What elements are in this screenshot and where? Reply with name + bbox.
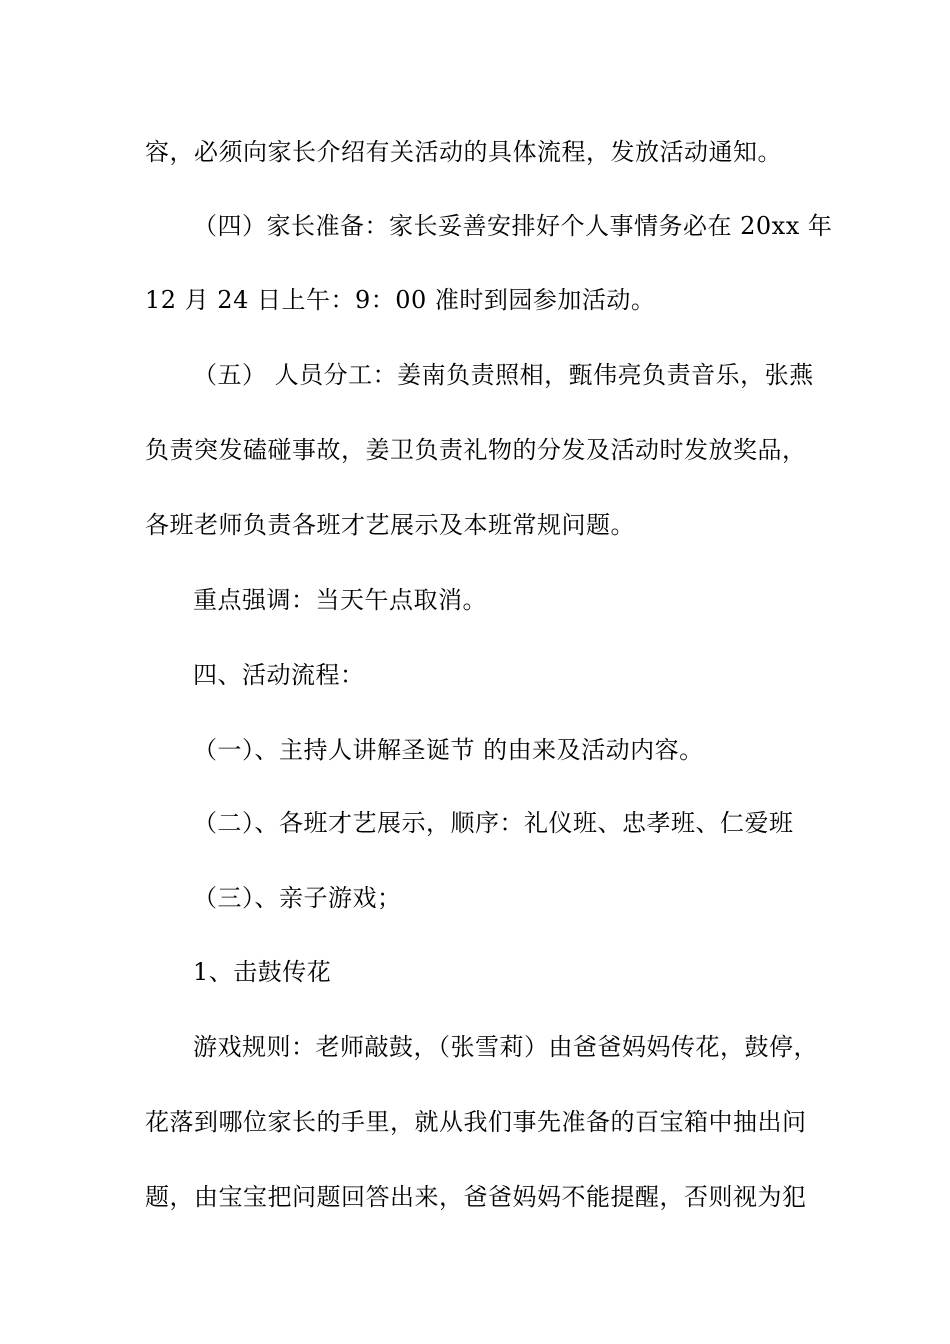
text-line-10: （二）、各班才艺展示，顺序：礼仪班、忠孝班、仁爱班 bbox=[193, 809, 794, 837]
text-line-5: 负责突发磕碰事故，姜卫负责礼物的分发及活动时发放奖品， bbox=[145, 436, 807, 464]
section-heading: 四、活动流程： bbox=[193, 661, 365, 689]
text-line-15: 题，由宝宝把问题回答出来，爸爸妈妈不能提醒，否则视为犯 bbox=[145, 1183, 807, 1211]
text-line-9: （一）、主持人讲解圣诞节 的由来及活动内容。 bbox=[193, 736, 704, 764]
text-line-14: 花落到哪位家长的手里，就从我们事先准备的百宝箱中抽出问 bbox=[145, 1108, 807, 1136]
text-line-3: 12 月 24 日上午：9：00 准时到园参加活动。 bbox=[145, 286, 656, 314]
text-line-11: （三）、亲子游戏； bbox=[193, 884, 402, 912]
text-line-12: 1、击鼓传花 bbox=[193, 958, 332, 986]
text-line-1: 容，必须向家长介绍有关活动的具体流程，发放活动通知。 bbox=[145, 138, 782, 166]
text-line-4: （五） 人员分工：姜南负责照相，甄伟亮负责音乐，张燕 bbox=[193, 361, 814, 389]
text-line-2: （四）家长准备：家长妥善安排好个人事情务必在 20xx 年 bbox=[193, 212, 833, 240]
text-line-13: 游戏规则：老师敲鼓，（张雪莉）由爸爸妈妈传花，鼓停， bbox=[193, 1033, 818, 1061]
text-line-6: 各班老师负责各班才艺展示及本班常规问题。 bbox=[145, 511, 635, 539]
text-line-7: 重点强调：当天午点取消。 bbox=[193, 586, 487, 614]
